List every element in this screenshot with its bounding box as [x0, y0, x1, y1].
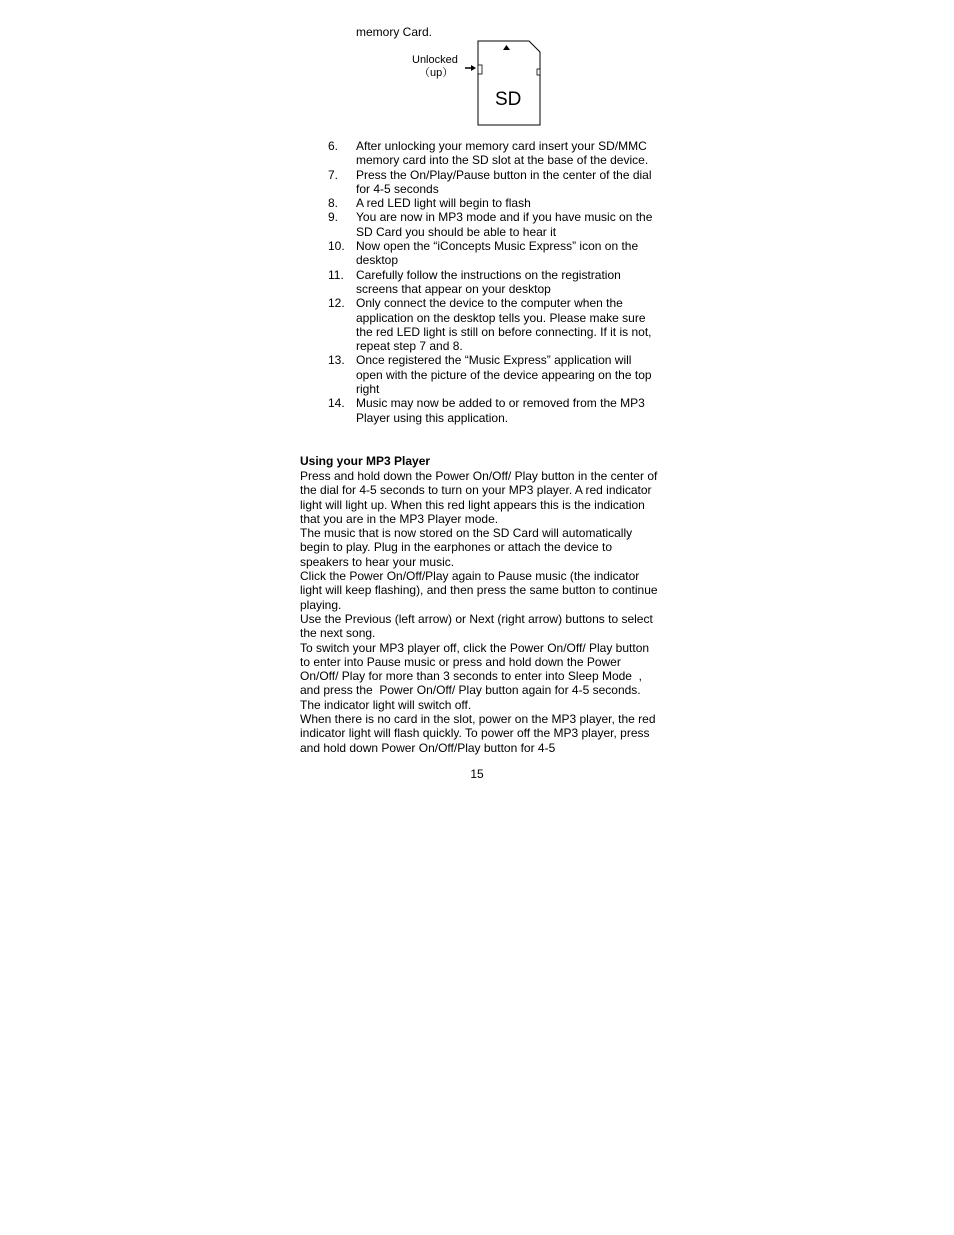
step-number: 13.: [328, 353, 345, 368]
step-text: After unlocking your memory card insert your SD/MMC memory card into the SD slot at the base of the device.: [356, 139, 649, 168]
step-text: Carefully follow the instructions on the registration screens that appear on your desktop: [356, 267, 621, 296]
step-text: Press the On/Play/Pause button in the center of the dial for 4-5 seconds: [356, 167, 652, 196]
list-item: [300, 196, 660, 210]
list-item: [300, 396, 660, 425]
step-text: You are now in MP3 mode and if you have music on the SD Card you should be able to hear it: [356, 210, 653, 239]
section-paragraph: To switch your MP3 player off, click the Power On/Off/ Play button to enter into Pause music or press and hold down the Power On/Off/ Play for more than 3 seconds to enter into Sleep Mode , and press the Power On/Off/ Play button again for 4-5 seconds. The indicator light will switch off.: [300, 640, 650, 712]
list-item: [300, 168, 660, 197]
step-number: 14.: [328, 396, 345, 411]
sd-card-icon: [478, 41, 540, 125]
step-number: 7.: [328, 167, 339, 182]
arrow-right-icon: [465, 65, 476, 71]
unlocked-callout-label: Unlocked: [412, 54, 458, 66]
list-item: [300, 139, 660, 168]
steps-list: [300, 139, 660, 425]
list-item: [300, 239, 660, 268]
step-number: 10.: [328, 239, 345, 254]
step-number: 11.: [328, 267, 344, 282]
section-paragraph: When there is no card in the slot, power on the MP3 player, the red indicator light will flash quickly. To power off the MP3 player, press and hold down Power On/Off/Play button for 4-5: [300, 712, 656, 755]
step-text: Once registered the “Music Express” application will open with the picture of the device appearing on the top right: [356, 353, 652, 397]
unlocked-callout-sublabel: （up）: [419, 67, 454, 79]
step-number: 12.: [328, 296, 345, 311]
step-text: Only connect the device to the computer when the application on the desktop tells you. Please make sure the red LED light is still on before connecting. If it is not, repeat step 7 and 8.: [356, 296, 652, 354]
step-text: Now open the “iConcepts Music Express” icon on the desktop: [356, 239, 639, 268]
sd-card-figure: [405, 38, 550, 130]
page-number: 15: [470, 767, 484, 781]
list-item: [300, 210, 660, 239]
section-paragraph: Press and hold down the Power On/Off/ Play button in the center of the dial for 4-5 seconds to turn on your MP3 player. A red indicator light will light up. When this red light appears this is the indication that you are in the MP3 Player mode.: [300, 469, 658, 526]
list-item: [300, 353, 660, 396]
step-text: Music may now be added to or removed from the MP3 Player using this application.: [356, 396, 645, 425]
section-paragraph: Use the Previous (left arrow) or Next (right arrow) buttons to select the next song.: [300, 611, 653, 641]
intro-text: memory Card.: [356, 25, 433, 39]
step-number: 9.: [328, 210, 339, 225]
list-item: [300, 268, 660, 297]
step-number: 6.: [328, 139, 339, 153]
mp3-player-section: [300, 454, 660, 755]
section-paragraph: Click the Power On/Off/Play again to Pause music (the indicator light will keep flashing), and then press the same button to continue playing.: [300, 569, 658, 612]
section-paragraph: The music that is now stored on the SD Card will automatically begin to play. Plug in the earphones or attach the device to speakers to hear your music.: [300, 526, 633, 569]
step-text: A red LED light will begin to flash: [356, 196, 531, 211]
step-number: 8.: [328, 196, 339, 211]
sd-card-label: SD: [495, 89, 522, 110]
list-item: [300, 296, 660, 353]
section-heading: Using your MP3 Player: [300, 454, 431, 468]
